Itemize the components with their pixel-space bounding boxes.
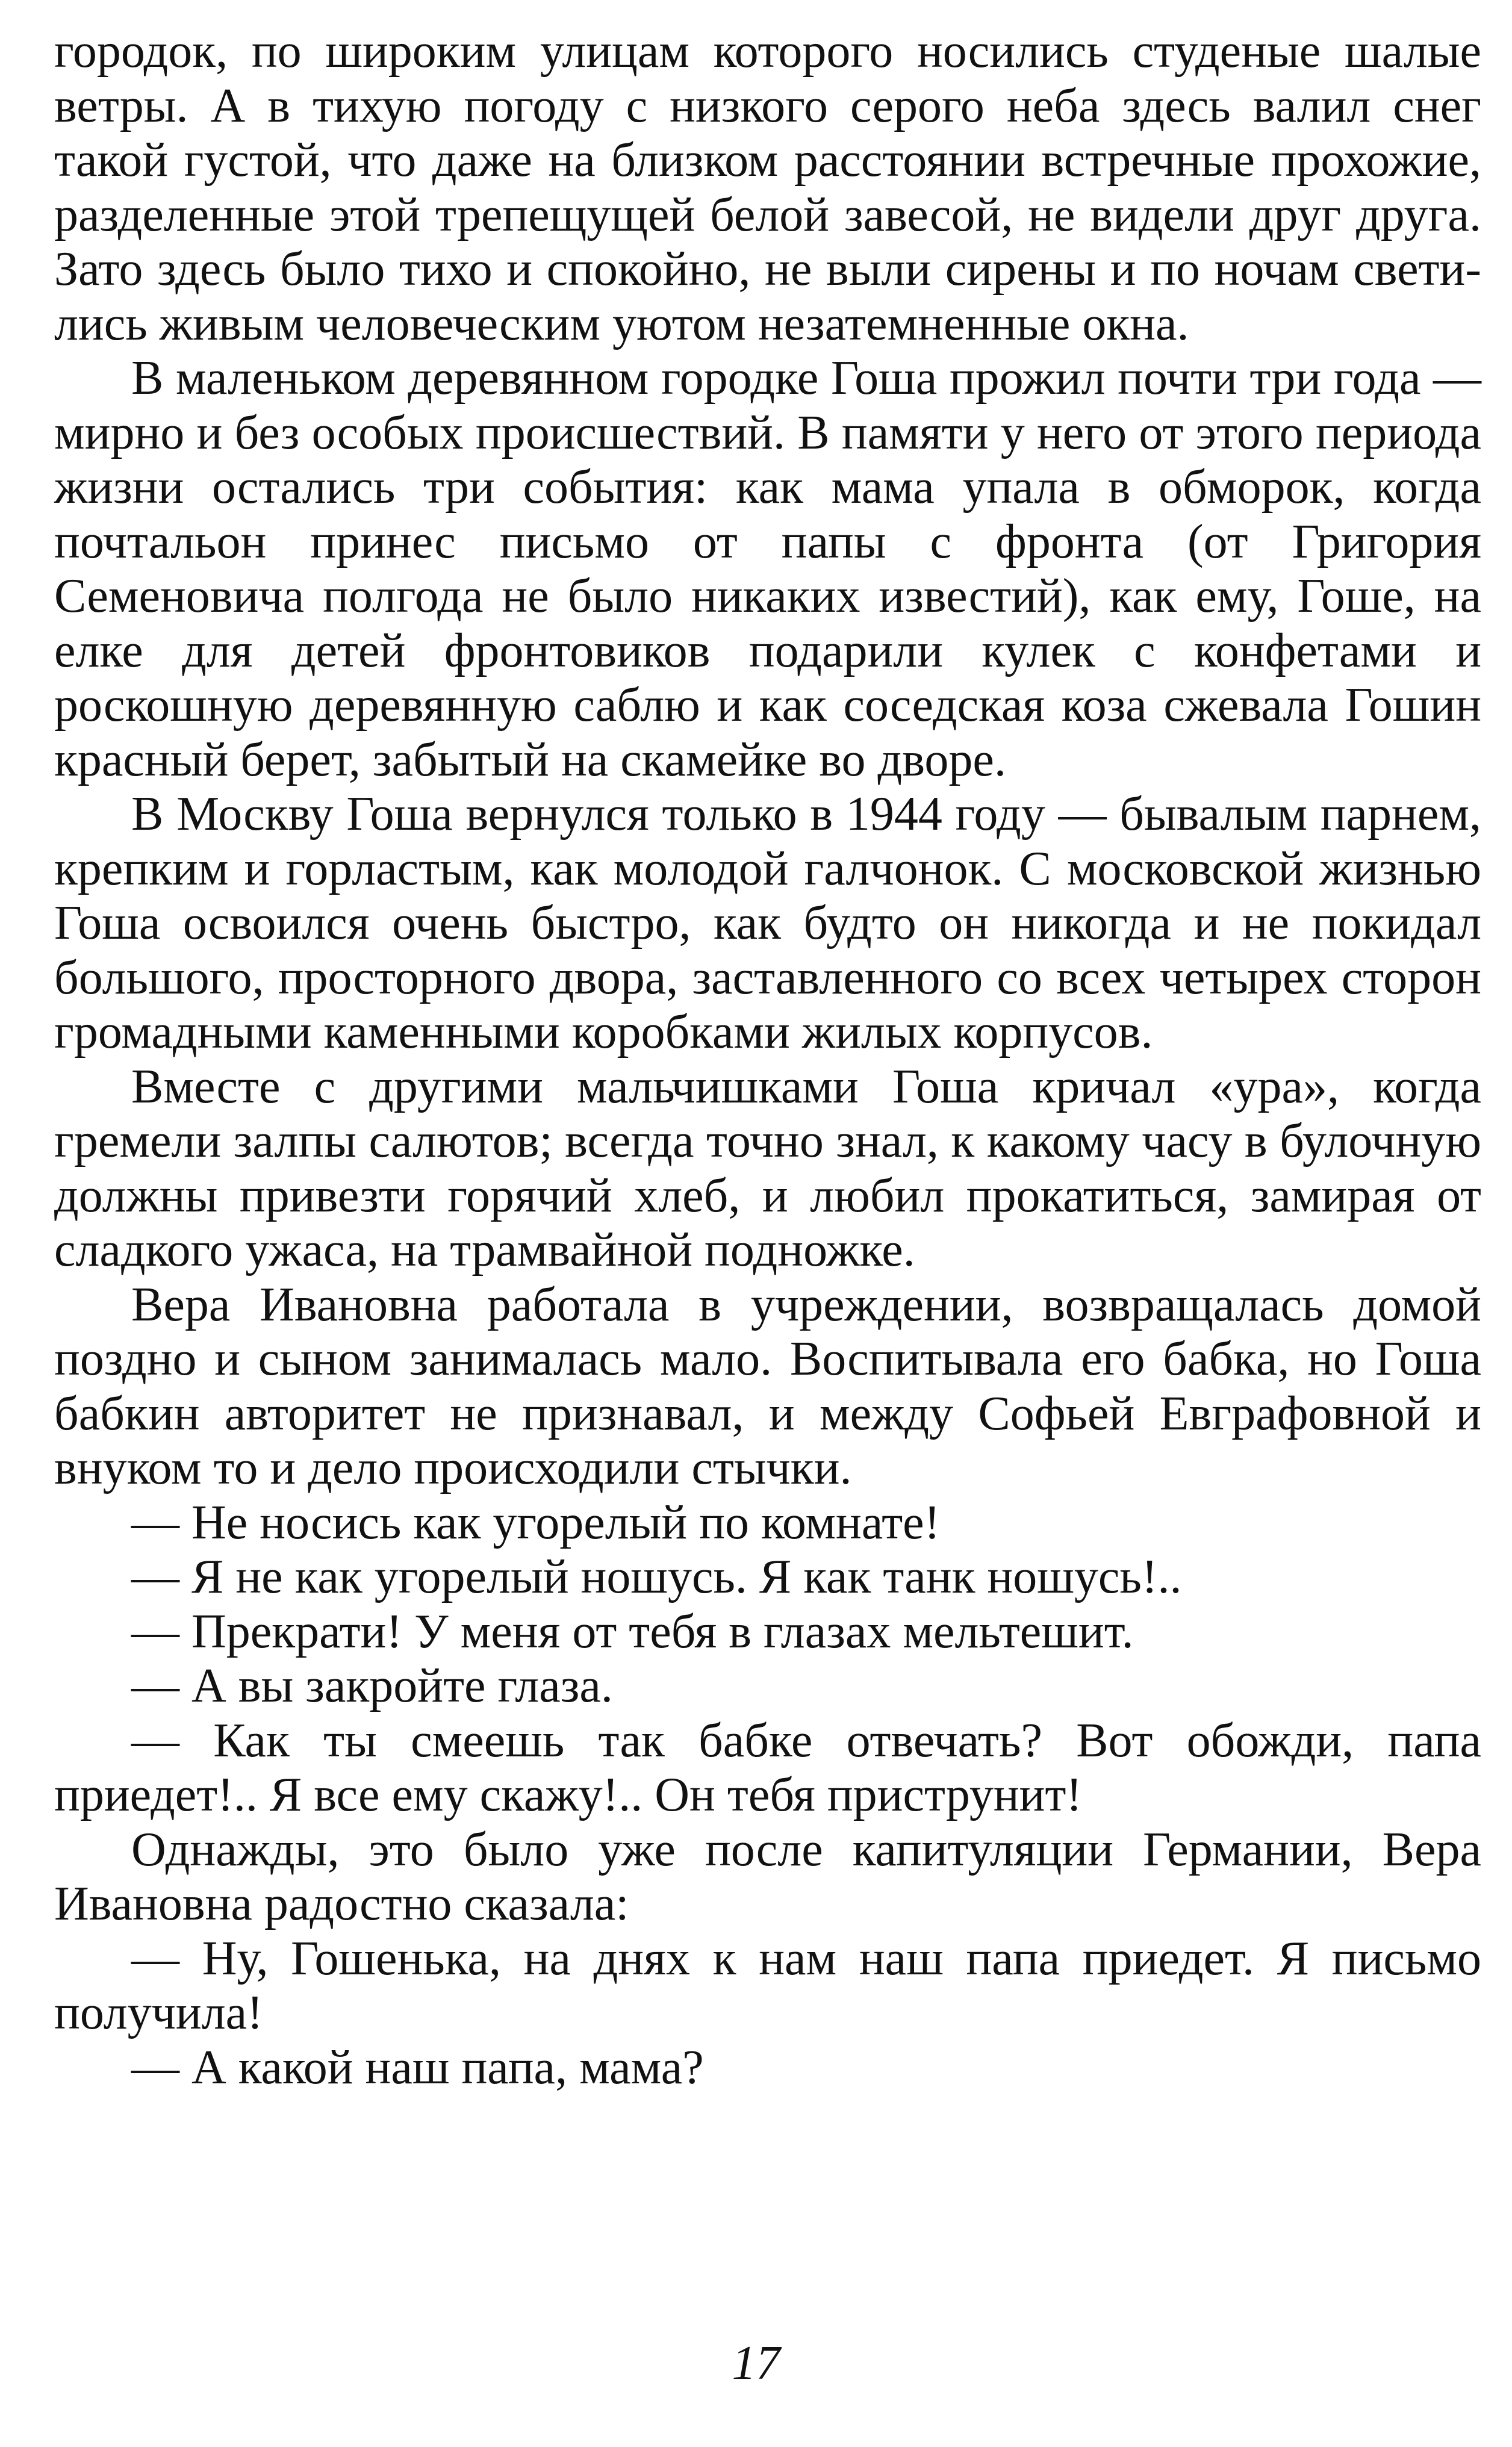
paragraph-capitulation: Однажды, это было уже после капитуляции Германии, Вера Ивановна радостно сказала: bbox=[54, 1823, 1481, 1930]
dialogue-line: — Не носись как угорелый по комнате! bbox=[131, 1496, 941, 1549]
paragraph-salutes: Вместе с другими мальчишками Гоша кричал «ура», когда гремели залпы салютов; всегда точно знал, к какому часу в булочную должны привезти горячий хлеб, и любил прокатиться, замирая от сладкого ужаса, на трамвайной подножке. bbox=[54, 1060, 1481, 1276]
paragraph-vera-ivanovna: Вера Ивановна работала в учреждении, возвращалась домой поздно и сыном занималась мало. Воспитывала его бабка, но Гоша бабкин авторитет не признавал, и между Софьей Евграфовной и внуком то и дело происходили стычки. bbox=[54, 1278, 1481, 1494]
dialogue-line: — Как ты смеешь так бабке отвечать? Вот обожди, папа приедет!.. Я все ему скажу!.. Он тебя приструнит! bbox=[54, 1714, 1481, 1821]
book-page bbox=[54, 24, 1481, 2095]
page-number: 17 bbox=[732, 2337, 780, 2390]
dialogue-line: — А вы закройте глаза. bbox=[131, 1659, 613, 1712]
paragraph-small-town: В маленьком деревянном городке Гоша прожил почти три года — мирно и без особых происшествий. В памяти у него от этого периода жизни остались три события: как мама упала в обморок, когда почтальон принес письмо от папы с фронта (от Григория Семеновича полгода не было никаких известий), как ему, Гоше, на елке для детей фронтовиков подарили кулек с конфетами и роскошную деревянную саблю и как соседская коза сжевала Гошин красный берет, забытый на скамейке во дворе. bbox=[54, 352, 1481, 786]
paragraph-moscow: В Москву Гоша вернулся только в 1944 году — бывалым парнем, крепким и горластым, как молодой галчонок. С московской жизнью Гоша освоился очень быстро, как будто он никогда и не покидал большого, просторного двора, заставленного со всех четырех сторон громадными каменными коробками жилых корпусов. bbox=[54, 788, 1481, 1059]
dialogue-line: — Ну, Гошенька, на днях к нам наш папа приедет. Я письмо получила! bbox=[54, 1932, 1481, 2039]
paragraph-continuation: городок, по широким улицам которого носились студеные шалые ветры. А в тихую погоду с низкого серого неба здесь валил снег такой густой, что даже на близком расстоянии встречные прохожие, разделенные этой трепещущей белой завесой, не видели друг друга. Зато здесь было тихо и спокойно, не выли сирены и по ночам светились живым человеческим уютом незатемненные окна. bbox=[54, 25, 1481, 350]
dialogue-line: — А какой наш папа, мама? bbox=[131, 2041, 704, 2094]
dialogue-line: — Я не как угорелый ношусь. Я как танк ношусь!.. bbox=[131, 1550, 1182, 1603]
dialogue-line: — Прекрати! У меня от тебя в глазах мельтешит. bbox=[131, 1605, 1134, 1658]
